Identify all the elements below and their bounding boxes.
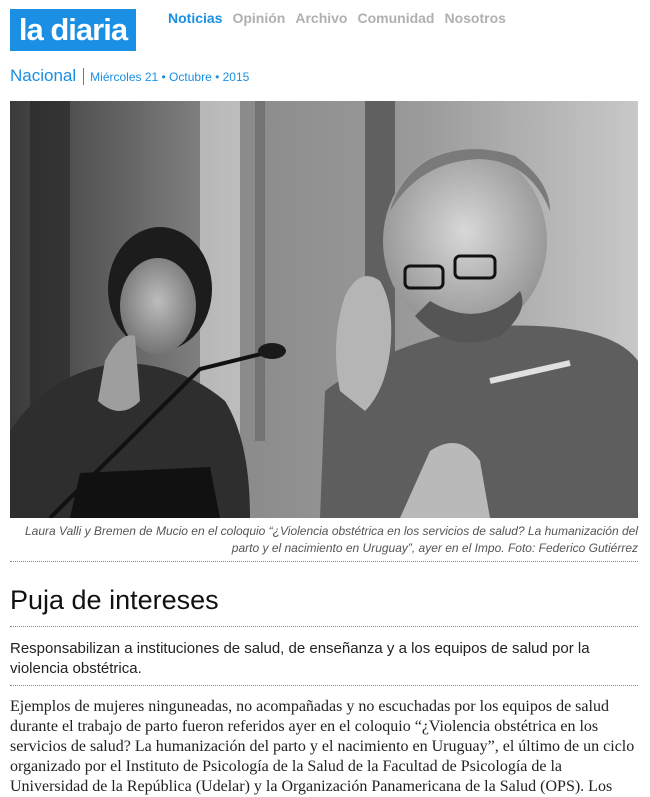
nav-item-nosotros[interactable]: Nosotros <box>444 10 506 26</box>
nav-item-comunidad[interactable]: Comunidad <box>357 10 435 26</box>
article-photo <box>10 101 638 518</box>
article-headline: Puja de intereses <box>10 585 638 627</box>
article-body: Ejemplos de mujeres ninguneadas, no acompañadas y no escuchadas por los equipos de salud durante el trabajo de parto fueron referidos ayer en el coloquio “¿Violencia obstétrica en los servicios de salud? La humanización del parto y el nacimiento en Uruguay”, el último de un ciclo organizado por el Instituto de Psicología de la Salud de la Facultad de Psicología de la Universidad de la República (Udelar) y la Organización Panamericana de la Salud (OPS). Los <box>10 698 635 795</box>
site-logo[interactable]: la diaria <box>10 9 136 51</box>
section-name[interactable]: Nacional <box>10 66 77 85</box>
nav-item-noticias[interactable]: Noticias <box>168 10 223 26</box>
section-header <box>10 66 249 86</box>
nav-item-opinion[interactable]: Opinión <box>232 10 286 26</box>
main-nav <box>168 10 506 26</box>
article-photo-illustration <box>10 101 638 518</box>
article-date: Miércoles 21 • Octubre • 2015 <box>90 70 250 84</box>
section-divider <box>83 68 84 85</box>
photo-caption: Laura Valli y Bremen de Mucio en el coloquio “¿Violencia obstétrica en los servicios de salud? La humanización del parto y el nacimiento en Uruguay”, ayer en el Impo. Foto: Federico Gutiérrez <box>10 523 638 562</box>
article-deck: Responsabilizan a instituciones de salud, de enseñanza y a los equipos de salud por la violencia obstétrica. <box>10 639 638 686</box>
nav-item-archivo[interactable]: Archivo <box>295 10 348 26</box>
